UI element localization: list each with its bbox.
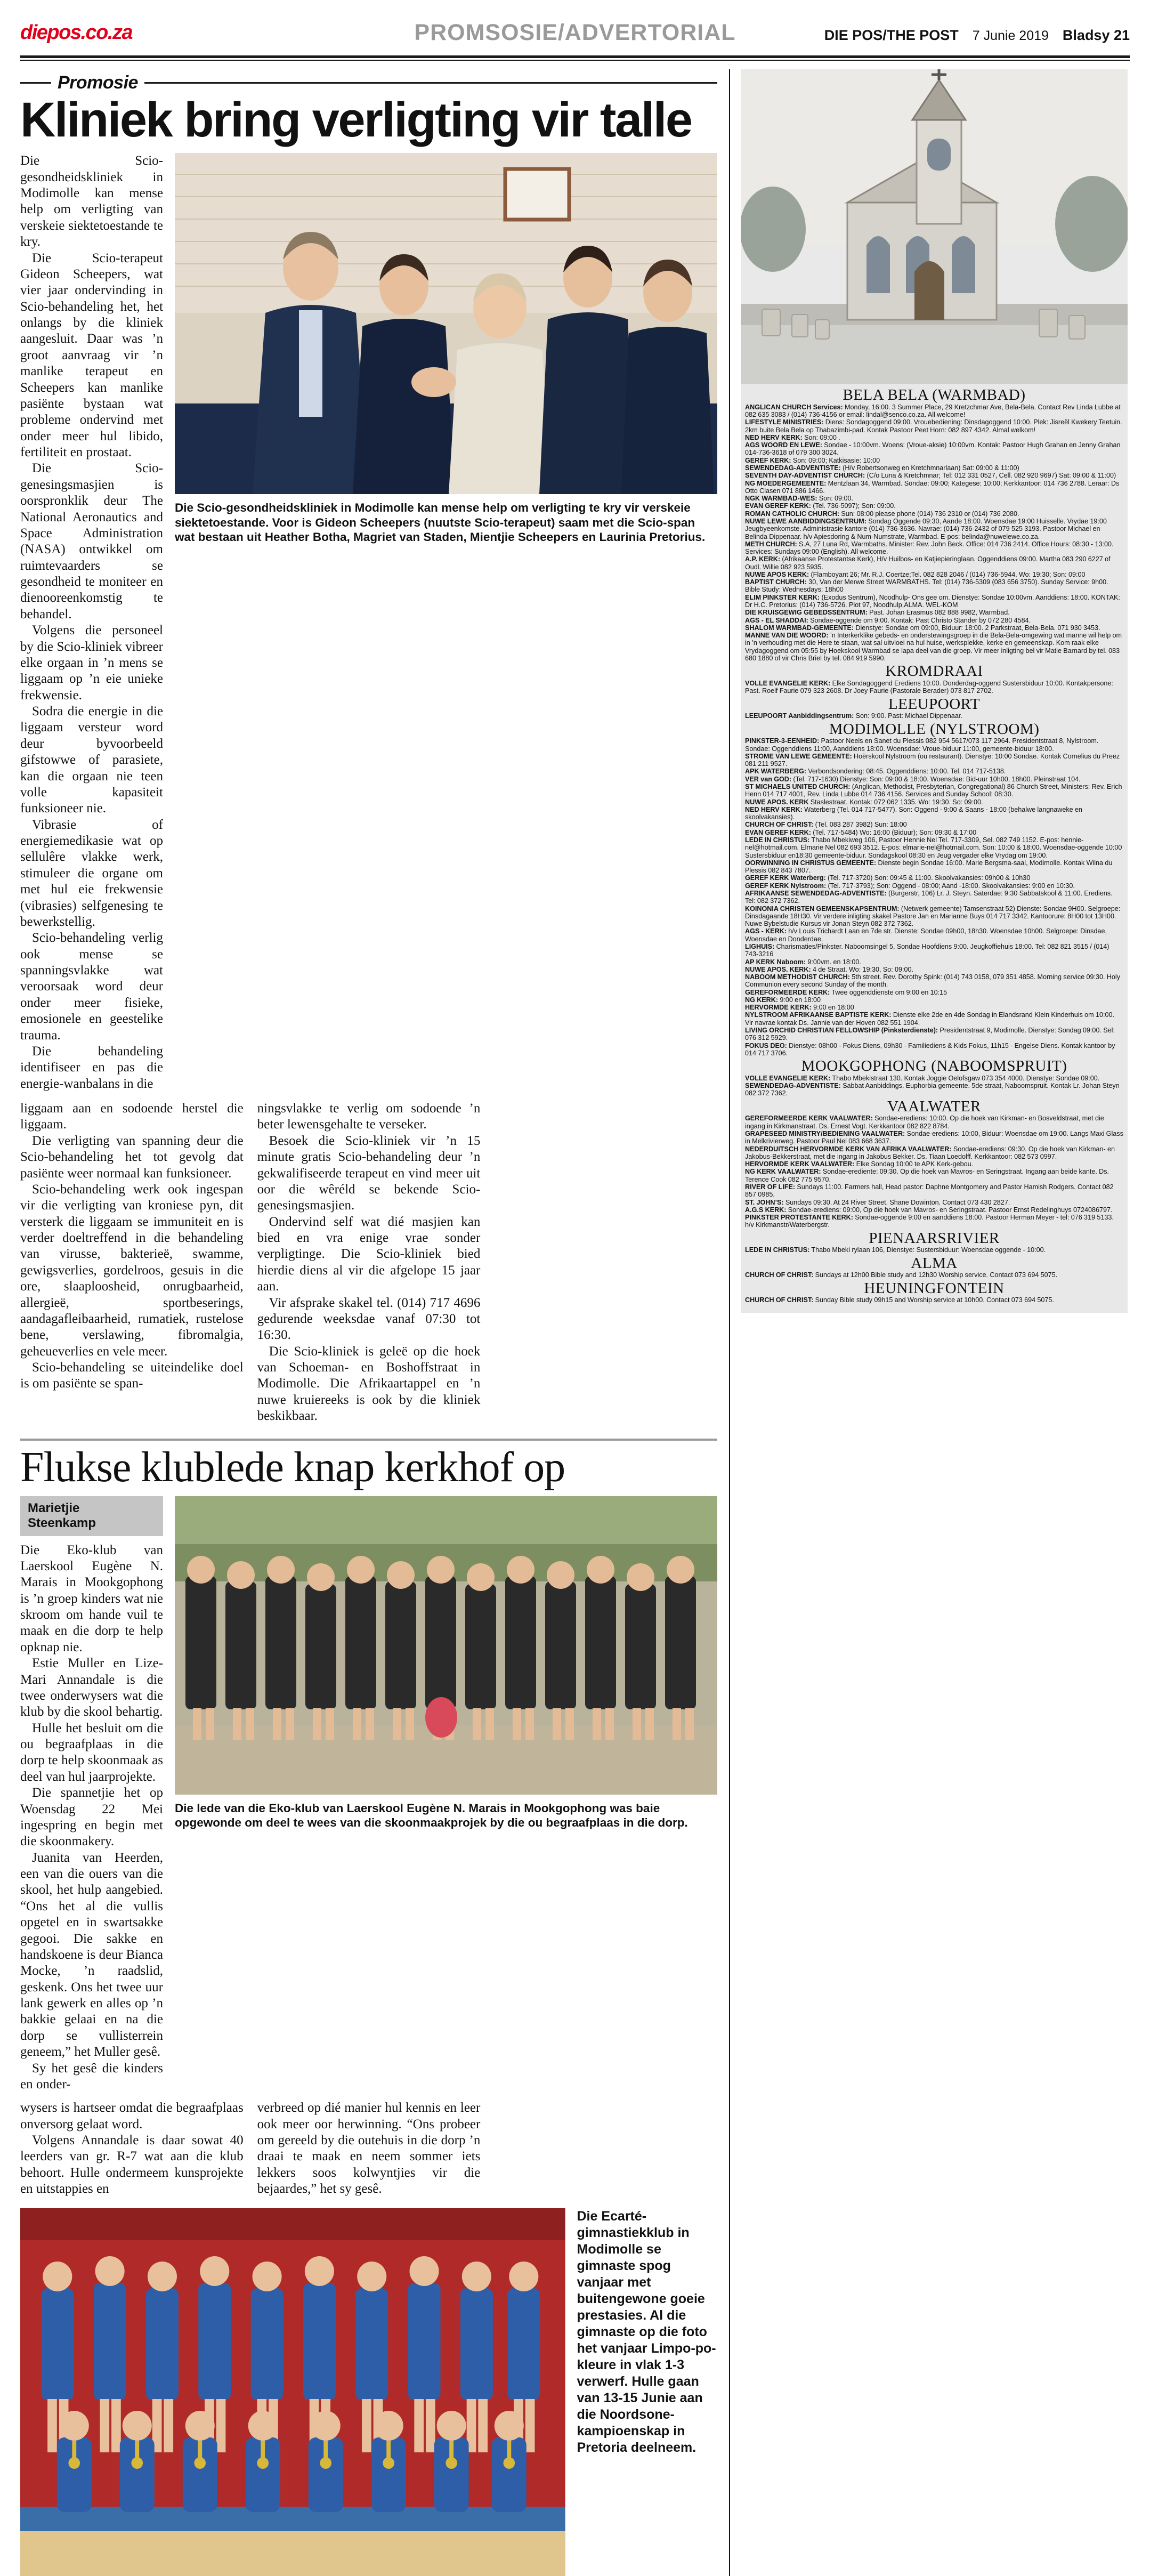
article2-separator xyxy=(20,1439,717,1441)
church-entry xyxy=(745,1004,1123,1011)
church-entry-name: DIE KRUISGEWIG GEBEDSSENTRUM: xyxy=(745,609,868,617)
church-entry xyxy=(745,1115,1123,1130)
church-entry xyxy=(745,457,1123,464)
church-entry-details: Son: 09:00 . xyxy=(802,433,840,441)
church-entry xyxy=(745,737,1123,753)
page-number: Bladsy 21 xyxy=(1062,27,1130,43)
church-entry-name: MANNE VAN DIE WOORD: xyxy=(745,632,829,640)
church-entry xyxy=(745,495,1123,502)
church-guide-column xyxy=(741,69,1128,2576)
church-entry-details: (Tel. 717-5484) Wo: 16:00 (Biduur); Son: 09:30 & 17:00 xyxy=(811,828,977,836)
church-town-heading: BELA BELA (WARMBAD) xyxy=(843,386,1026,403)
church-entry-details: Sondag Oggende 09:30, Aande 18:00. Woensdae 19:00 Huisselle. Vrydae 19:00 Jeugbyeenkomste. Administrasie kantore (014) 736-3636. Navrae: (014) 736-2432 of 079 525 3193. Pastoor Michael en Belinda Dippenaar. h/v Apiesdoring & Num-Numstrate, Warmbad. E-pos: belinda@nuwelewe.co.za. xyxy=(745,517,1107,540)
church-entry xyxy=(745,905,1123,928)
section-title: PROMSOSIE/ADVERTORIAL xyxy=(414,20,736,45)
church-entry-name: ROMAN CATHOLIC CHURCH: xyxy=(745,510,840,518)
church-entry xyxy=(745,1130,1123,1145)
church-entry xyxy=(745,958,1123,966)
church-entry-details: (Tel. 736-5097); Son: 09:00. xyxy=(811,502,896,510)
article1-para: Vibrasie of energiemedikasie wat op sellulêre vlakke werk, stimuleer die organe om met hul eie frekwensie (vibrasies) selfgenesing te bewerkstellig. xyxy=(20,817,163,929)
article1-para: Ondervind self wat dié masjien kan bied en vra enige vrae sonder verpligtinge. Die Scio-kliniek bied hierdie diens al vir die afgelope 15 jaar aan. xyxy=(257,1214,481,1294)
church-entry-details: Sondae-erediente: 09:30. Op die hoek van Mavros- en Seringstraat. Ingang aan beide kante. Ds. Terence Cook 082 775 9570. xyxy=(745,1168,1109,1183)
church-entry xyxy=(745,518,1123,540)
church-entry xyxy=(745,943,1123,958)
church-entry-name: GEREFORMEERDE KERK VAALWATER: xyxy=(745,1115,873,1123)
church-entry xyxy=(745,578,1123,594)
article1-column-2 xyxy=(20,1101,244,1425)
article2-para: Die Eko-klub van Laerskool Eugène N. Marais in Mookgophong is ’n groep kinders wat nie skroom om hande vuil te maak en die dorp te help opknap nie. xyxy=(20,1543,163,1654)
article1-para: Die Scio-terapeut Gideon Scheepers, wat vier jaar ondervinding in Scio-behandeling het, het onlangs by die kliniek aangesluit. Daar was ’n groot aanvraag vir ’n manlike terapeut en Scheepers kan manlike pasiënte bystaan wat probleme ondervind met onder meer hul libido, fertiliteit en prostaat. xyxy=(20,251,163,460)
masthead-rule-thin xyxy=(20,60,1130,61)
article1-para: Die Scio-genesingsmasjien is oorspronklik deur The National Aeronautics and Space Administration (NASA) ontwikkel om ruimtevaarders se gesondheid te moniteer en dienooreenkomstig te behandel. xyxy=(20,461,163,621)
page-body xyxy=(20,69,1130,2576)
church-entry-name: GEREFORMEERDE KERK: xyxy=(745,988,830,996)
church-entry-name: AGS - KERK: xyxy=(745,927,787,935)
church-town-heading: ALMA xyxy=(911,1254,958,1272)
church-entry-name: SHALOM WARMBAD-GEMEENTE: xyxy=(745,624,854,632)
clinic-team-photo xyxy=(175,153,717,494)
church-entry xyxy=(745,1271,1123,1279)
church-entry-details: Thabo Mbekiweg 106, Pastoor Hennie Nel Tel. 717-3309, Sel. 082 749 1152. E-pos: hennie-nel@hotmail.com. Elmarie Nel 082 693 3512. E-pos: elmarie-nel@hotmail.com. Son: 10:00 & 18:00. Woensdae-oggende 10:00 Sustersbiduur en18:30 gemeente-biduur. Sondagskool 08:30 en Jeug vergader elke Vrydag om 19:00. xyxy=(745,836,1122,859)
church-entry-details: Dienstye: 08h00 - Fokus Diens, 09h30 - Familiediens & Kids Fokus, 11h15 - Engelse Diens. Kontak kantoor by 014 717 3706. xyxy=(745,1041,1115,1057)
masthead-rule xyxy=(20,55,1130,58)
article1-para: Vir afsprake skakel tel. (014) 717 4696 gedurende weeksdae vanaf 07:30 tot 16:30. xyxy=(257,1295,481,1343)
church-entry xyxy=(745,609,1123,616)
church-entry-details: (Tel. 717-1630) Dienstye: Son: 09:00 & 18:00. Woensdae: Bid-uur 10h00, 18h00. Pleinstraat 104. xyxy=(791,775,1081,783)
church-entry-details: Monday, 16:00. 3 Summer Place, 29 Kretzchmar Ave, Bela-Bela. Contact Rev Linda Lubbe at 082 635 3083 / (014) 736-4156 or email: lindal@senco.co.za. All welcome! xyxy=(745,403,1121,419)
church-entry xyxy=(745,783,1123,798)
church-entry-details: Dienste begin Sondae 16:00. Marie Bergsma-saal, Modimolle. Kontak Wilna du Plessis 082 843 7807. xyxy=(745,859,1113,875)
church-entry xyxy=(745,829,1123,836)
church-entry-name: VOLLE EVANGELIE KERK: xyxy=(745,1074,831,1082)
church-entry xyxy=(745,571,1123,578)
church-entry-name: EVAN GEREF KERK: xyxy=(745,502,811,510)
church-entry-details: Past. Johan Erasmus 082 888 9982, Warmbad. xyxy=(867,609,1010,617)
church-entry-name: GEREF KERK Waterberg: xyxy=(745,874,826,882)
church-entry-name: AGS - EL SHADDAI: xyxy=(745,616,808,624)
church-entry-details: Sondae-oggende 9:00 en aanddiens 18:00. Pastoor Herman Meyer - tel: 076 319 5133. h/v Kirkmanstr/Waterbergstr. xyxy=(745,1214,1114,1229)
church-entry-details: (C/o Luna & Kretchmnar; Tel: 012 331 0527, Cell. 082 920 9697) Sat: 09:00 & 11:00) xyxy=(865,472,1116,480)
article2-continued-columns xyxy=(20,2100,717,2197)
church-entry xyxy=(745,1168,1123,1183)
church-entry xyxy=(745,510,1123,518)
masthead-right xyxy=(824,27,1130,51)
church-entry-details: (Netwerk gemeente) Tamsenstraat 52) Dienste: Sondae 9H00. Selgroepe: Dinsdagaande 18H30. Vir verdere inligting skakel Pastore Jan en Marianne Buys 014 717 3342. Kantoorure: 8H00 tot 13H00. Nuwe Bybelstudie Kursus vir Jonan Steyn 082 372 7362. xyxy=(745,905,1121,928)
church-entry xyxy=(745,540,1123,556)
church-entry xyxy=(745,472,1123,479)
church-entry-details: 9:00vm. en 18:00. xyxy=(806,958,861,966)
church-entry-details: Sondae-erediens: 10:00, Biduur: Woensdae om 19:00. Langs Maxi Glass in Melkrivierweg. Pastoor Paul Nel 083 668 3637. xyxy=(745,1130,1123,1145)
church-entry xyxy=(745,594,1123,609)
church-entry-name: AGS WOORD EN LEWE: xyxy=(745,441,822,449)
church-entry xyxy=(745,882,1123,890)
publication-website-logo[interactable]: diepos.co.za xyxy=(20,21,133,44)
church-entry-details: Waterberg (Tel. 014 717-5477). Son: Oggend - 9:00 & Saans - 18:00 (behalwe langnaweke en skoolvakansies). xyxy=(745,805,1082,821)
church-entry-details: Presidentstraat 9, Modimolle. Dienstye: Sondag 09:00. Sel: 076 312 5929. xyxy=(745,1027,1115,1042)
church-entry-details: (Tel. 717-3793); Son: Oggend - 08:00; Aand -18:00. Skoolvakansies: 9:00 en 10:30. xyxy=(826,882,1075,890)
church-entry-name: ST MICHAELS UNITED CHURCH: xyxy=(745,783,851,791)
church-entry-name: NYLSTROOM AFRIKAANSE BAPTISTE KERK: xyxy=(745,1011,892,1019)
article2-para: Hulle het besluit om die ou begraafplaas in die dorp te help skoonmaak as deel van hul jaarprojekte. xyxy=(20,1721,163,1784)
church-services-panel xyxy=(741,384,1128,1313)
church-building-photo xyxy=(741,69,1128,384)
church-entry xyxy=(745,555,1123,571)
article2-para: wysers is hartseer omdat die begraafplaas onversorg gelaat word. xyxy=(20,2101,244,2131)
church-entry xyxy=(745,1296,1123,1304)
church-entry xyxy=(745,1145,1123,1161)
church-town-heading: PIENAARSRIVIER xyxy=(869,1229,1000,1247)
article-gymnastics xyxy=(20,2208,717,2576)
article1-para: Sodra die energie in die liggaam versteur word deur byvoorbeeld gifstowwe of parasiete, kan die orgaan nie teen volle kapasiteit funksioneer nie. xyxy=(20,704,163,816)
article2-para: Sy het gesê die kinders en onder- xyxy=(20,2061,163,2092)
church-entry xyxy=(745,836,1123,859)
church-entry-name: SEVENTH DAY-ADVENTIST CHURCH: xyxy=(745,472,865,480)
church-entry xyxy=(745,890,1123,905)
church-entry-name: A.G.S KERK: xyxy=(745,1206,787,1214)
church-entry-name: SEWENDEDAG-ADVENTISTE: xyxy=(745,1082,841,1090)
church-entry-name: ELIM PINKSTER KERK: xyxy=(745,593,820,601)
church-entry xyxy=(745,989,1123,996)
article1-headline: Kliniek bring verligting vir talle xyxy=(20,93,692,147)
article2-column-spacer xyxy=(494,2100,717,2197)
church-entry-details: Thabo Mbeki rylaan 106, Dienstye: Sustersbiduur: Woensdae oggende - 10:00. xyxy=(809,1246,1046,1254)
article1-para: Besoek die Scio-kliniek vir ’n 15 minute gratis Scio-behandeling deur ’n gekwalifiseerde terapeut en vind meer uit oor die wêréld se bekende Scio-genesingsmasjien. xyxy=(257,1133,481,1213)
article2-para: verbreed op dié manier hul kennis en leer ook meer oor herwinning. “Ons probeer om gereeld by die outehuis in die dorp ’n draai te maak en neem sommer iets lekkers soos kolwyntjies vir die bejaardes,” het sy gesê. xyxy=(257,2101,481,2197)
church-entry-name: A.P. KERK: xyxy=(745,555,781,563)
church-entry-name: HERVORMDE KERK VAALWATER: xyxy=(745,1160,855,1168)
article2-column-3 xyxy=(257,2100,481,2197)
church-entry-name: NG KERK: xyxy=(745,996,779,1004)
church-entry xyxy=(745,859,1123,875)
church-entry-name: NUWE APOS. KERK xyxy=(745,798,809,806)
eko-klub-group-photo xyxy=(175,1496,717,1795)
church-entry-details: Pastoor Neels en Sanet du Plessis 082 954 5617/073 117 2964. Presidentstraat 8, Nylstroom. Sondae: Oggenddiens 11:00, Aanddiens 18:00. Woensdae: Vroue-biduur 11:00, gemeente-biduur 18:00. xyxy=(745,737,1099,753)
church-entry-details: Sondae-erediens: 10:00. Op die hoek van Kirkman- en Bosveldstraat, met die ingang in Kirkmanstraat. Ds. Ernest Vogt. Kerkkantoor 082 822 8784. xyxy=(745,1115,1104,1130)
church-entry-name: OORWINNING IN CHRISTUS GEMEENTE: xyxy=(745,859,877,867)
church-entry-details: Staslestraat. Kontak: 072 062 1335. Wo: 19:30. So: 09:00. xyxy=(808,798,983,806)
church-entry xyxy=(745,1082,1123,1097)
church-entry-details: Sun: 08:00 please phone (014) 736 2310 or (014) 736 2080. xyxy=(839,510,1019,518)
kicker-dash-left xyxy=(20,82,51,84)
church-entry-name: NGK WARMBAD-WES: xyxy=(745,495,817,503)
article3-photo-caption: Die Ecarté-gimnastiekklub in Modimolle se gimnaste spog vanjaar met buitengewone goeie prestasies. Al die gimnaste op die foto het vanjaar Limpo-po-kleure in vlak 1-3 verwerf. Hulle gaan van 13-15 Junie aan die Noordsone-kampioenskap in Pretoria deelneem. xyxy=(577,2208,716,2455)
paper-name: DIE POS/THE POST xyxy=(824,27,959,43)
article1-para: Die Scio-kliniek is geleë op die hoek van Schoeman- en Boshoffstraat in Modimolle. Die Afrikaartappel en ’n nuwe kruiereeks is ook by die kliniek beskikbaar. xyxy=(257,1344,481,1424)
church-entry-details: (Afrikaanse Protestantse Kerk), H/v Huilbos- en Katjiepieringlaan. Oggenddiens 09:00. Martha 083 290 6227 of Oudl. Willie 082 923 5935. xyxy=(745,555,1111,571)
church-entry-name: RIVER OF LIFE: xyxy=(745,1183,796,1191)
church-town-heading: LEEUPOORT xyxy=(888,695,980,713)
church-entry xyxy=(745,768,1123,775)
church-entry-details: Son: 09:00. xyxy=(817,495,854,503)
church-town-heading: MOOKGOPHONG (NABOOMSPRUIT) xyxy=(801,1057,1067,1075)
church-entry xyxy=(745,632,1123,662)
article1-photo-caption: Die Scio-gesondheidskliniek in Modimolle kan mense help om verligting te kry vir verskeie siektetoestande. Voor is Gideon Scheepers (nuutste Scio-terapeut) saam met die Scio-span wat bestaan uit Heather Botha, Magriet van Staden, Mientjie Scheepers en Laurinia Pretorius. xyxy=(175,501,706,544)
church-entry-name: NUWE APOS. KERK: xyxy=(745,965,811,973)
article3-caption-column xyxy=(565,2208,718,2576)
church-entry-details: Sondae - 10:00vm. Woens: (Vroue-aksie) 10:00vm. Kontak: Pastoor Hugh Grahan en Jenny Grahan 014-736-3618 of 079 300 3024. xyxy=(745,441,1121,457)
kicker-rule xyxy=(144,82,717,84)
article1-para: Volgens die personeel by die Scio-kliniek vibreer elke orgaan in ’n mens se liggaam op ’n eie unieke frekwensie. xyxy=(20,623,163,702)
article1-para: Scio-behandeling verlig ook mense se spanningsvlakke wat veroorsaak word deur onder meer fisieke, emosionele en geestelike trauma. xyxy=(20,931,163,1043)
church-entry xyxy=(745,441,1123,457)
church-entry xyxy=(745,680,1123,695)
church-entry-name: LEDE IN CHRISTUS: xyxy=(745,836,810,844)
church-entry-name: APK WATERBERG: xyxy=(745,768,807,776)
church-entry xyxy=(745,1206,1123,1214)
gymnastics-photo-art xyxy=(20,2208,565,2576)
church-entry-details: S.A, 27 Luna Rd, Warmbaths. Minister: Rev. John Beck. Office: 014 736 2414. Office Hours: 08:30 - 13:00. Services: Sundays 09:00 (English). All welcome. xyxy=(745,540,1114,556)
article1-para: Die Scio-gesondheidskliniek in Modimolle kan mense help om verligting van verskeie siektetoestande te kry. xyxy=(20,154,163,249)
church-entry-name: NUWE APOS KERK: xyxy=(745,570,809,578)
church-entry-name: GRAPESEED MINISTRY/BEDIENING VAALWATER: xyxy=(745,1130,905,1138)
article2-para: Die spannetjie het op Woensdag 22 Mei ingespring en begin met die skoonmakery. xyxy=(20,1786,163,1849)
article1-photo-column xyxy=(175,153,717,1092)
church-entry-details: Sundays 09:30. At 24 River Street. Shane Dowinton. Contact 073 430 2827. xyxy=(783,1198,1010,1206)
church-photo-art xyxy=(741,69,1128,384)
church-entry xyxy=(745,418,1123,434)
church-entry xyxy=(745,927,1123,943)
church-entry-name: STROME VAN LEWE GEMEENTE: xyxy=(745,752,852,760)
church-entry-name: FOKUS DEO: xyxy=(745,1041,787,1049)
masthead xyxy=(20,0,1130,51)
article2-photo-column xyxy=(175,1496,717,2093)
church-entry-details: Sunday Bible study 09h15 and Worship service at 10h00. Contact 073 694 5075. xyxy=(813,1296,1054,1304)
church-entry xyxy=(745,1042,1123,1057)
church-entry-details: (Tel. 717-3720) Son: 09:45 & 11:00. Skoolvakansies: 09h00 & 10h30 xyxy=(825,874,1031,882)
church-entry-name: CHURCH OF CHRIST: xyxy=(745,1271,814,1279)
church-entry-details: Sabbat Aanbiddings. Euphorbia gemeente. 5de straat, Naboomspruit. Kontak Lr. Johan Steyn 082 372 7362. xyxy=(745,1082,1120,1097)
church-entry-details: ’n Interkerklike gebeds- en onderstewingsgroep in die Bela-Bela-omgewing wat manne wil help om in ’n verhouding met die Here te staan, wat sal uitvloei na hul huise, werksplekke, kerke en gemeenskap. Kom raak elke Vrydagoggend om 05:55 by Hoekskool Warmbad se lapa deel van die groep. Vir meer inligting bel vir Matie Barnard by tel. 083 680 1880 of vir Chris Briel by tel. 084 919 5990. xyxy=(745,632,1122,663)
church-entry-details: Hoërskool Nylstroom (ou restaurant). Dienstye: 10:00 Sondae. Kontak Cornelius du Preez 081 211 9527. xyxy=(745,752,1120,768)
church-entry-details: 5th street. Rev. Dorothy Spink: (014) 743 0158, 079 351 4858. Morning service 09:30. Holy Communion every second Sunday of the month. xyxy=(745,973,1120,989)
church-entry-name: BAPTIST CHURCH: xyxy=(745,578,807,586)
church-entry-name: LIVING ORCHID CHRISTIAN FELLOWSHIP (Pinksterdienste): xyxy=(745,1027,938,1035)
church-entry xyxy=(745,1027,1123,1042)
church-entry-name: ANGLICAN CHURCH Services: xyxy=(745,403,843,411)
church-entry-details: Thabo Mbekistraat 130. Kontak Joggie Oelofsgaw 073 354 4000. Dienstye: Sondae 09:00. xyxy=(830,1074,1100,1082)
article2-para: Volgens Annandale is daar sowat 40 leerders van gr. R-7 wat aan die klub behoort. Hulle ondermeem kunsprojekte en uitstappies en xyxy=(20,2133,244,2197)
church-town-heading: VAALWATER xyxy=(887,1097,981,1115)
article1-column-spacer xyxy=(494,1101,717,1425)
article1-para: liggaam aan en sodoende herstel die liggaam. xyxy=(20,1101,244,1132)
church-entry xyxy=(745,1075,1123,1082)
church-entry xyxy=(745,798,1123,806)
church-entry-name: KOINONIA CHRISTEN GEMEENSKAPSENTRUM: xyxy=(745,905,900,912)
church-entry xyxy=(745,973,1123,989)
church-entry xyxy=(745,996,1123,1004)
main-content-column xyxy=(20,69,729,2576)
church-entry-name: CHURCH OF CHRIST: xyxy=(745,1296,814,1304)
church-town-heading: HEUNINGFONTEIN xyxy=(864,1279,1005,1297)
article1-para: ningsvlakke te verlig om sodoende ’n beter lewensgehalte te verseker. xyxy=(257,1101,481,1132)
article1-continued-columns xyxy=(20,1101,717,1425)
church-entry-name: AP KERK Naboom: xyxy=(745,958,806,966)
church-entry-details: Sondae-oggende om 9:00. Kontak: Past Christo Stander by 072 280 4584. xyxy=(808,616,1031,624)
church-entry-name: AFRIKAANSE SEWENDEDAG-ADVENTISTE: xyxy=(745,889,887,897)
gymnastics-team-photo xyxy=(20,2208,565,2576)
church-entry xyxy=(745,874,1123,882)
church-entry-details: Son: 9:00. Past: Michael Dippenaar. xyxy=(854,712,962,720)
church-entry-name: NUWE LEWE AANBIDDINGSENTRUM: xyxy=(745,517,866,525)
church-entry-name: NABOOM METHODIST CHURCH: xyxy=(745,973,850,981)
church-entry-name: NED HERV KERK: xyxy=(745,433,803,441)
church-entry-name: NG MOEDERGEMEENTE: xyxy=(745,479,827,487)
church-entry-name: NG KERK VAALWATER: xyxy=(745,1168,821,1176)
church-entry-name: HERVORMDE KERK: xyxy=(745,1004,812,1012)
church-entry xyxy=(745,1183,1123,1199)
church-entry xyxy=(745,464,1123,472)
article2-byline: Marietjie Steenkamp xyxy=(20,1496,163,1536)
church-entry-name: GEREF KERK Nylstroom: xyxy=(745,882,827,890)
church-entry-details: Verbondsondering: 08:45. Oggenddiens: 10:00. Tel. 014 717-5138. xyxy=(806,768,1006,776)
church-entry xyxy=(745,1011,1123,1027)
church-entry-details: (Tel. 083 287 3982) Sun: 18:00 xyxy=(813,821,907,829)
church-entry-details: h/v Louis Trichardt Laan en 7de str. Dienste: Sondae 09h00, 18h30. Woensdae 10h00. Selgroepe: Dinsdae, Woensdae en Donderdae. xyxy=(745,927,1107,943)
church-entry-details: Charismaties/Pinkster. Naboomsingel 5, Sondae Hoofdiens 9:00. Jeugkoffiehuis 18:00. Tel: 082 821 3515 / (014) 743-3216 xyxy=(745,942,1109,958)
article1-column-3 xyxy=(257,1101,481,1425)
church-entry-name: GEREF KERK: xyxy=(745,456,791,464)
church-entry-details: Dienstye: Sondae om 09:00, Biduur: 18:00. 2 Parkstraat, Bela-Bela. 071 930 3453. xyxy=(854,624,1100,632)
church-entry xyxy=(745,821,1123,828)
promosie-kicker xyxy=(20,72,717,93)
church-entry xyxy=(745,712,1123,720)
church-entry-details: 30, Van der Merwe Street WARMBATHS. Tel: (014) 736-5309 (083 656 3750). Sunday Service: 9h00. Bible Study: Wednesdays: 18h00 xyxy=(745,578,1108,594)
church-entry-details: (Exodus Sentrum), Noodhulp- Ons gee om. Dienstye: Sondae 10:00vm. Aanddiens: 18:00. KONTAK: Dr H.C. Pretorius: (014) 736-5726. Plot 97, Noodhulp,ALMA. WEL-KOM xyxy=(745,593,1120,609)
church-entry xyxy=(745,1160,1123,1168)
church-entry xyxy=(745,502,1123,510)
church-towns-list xyxy=(745,387,1123,1304)
church-entry-details: Elke Sondagoggend Erediens 10:00. Donderdag-oggend Sustersbiduur 10:00. Kontakpersone: Past. Roelf Faurie 079 323 2608. Dr Joey Faurie (Pastorale Berader) 073 817 2702. xyxy=(745,680,1113,695)
church-entry-details: Son: 09:00; Katkisasie: 10:00 xyxy=(791,456,880,464)
church-entry-name: NEDERDUITSCH HERVORMDE KERK VAN AFRIKA VAALWATER: xyxy=(745,1145,952,1153)
church-entry-name: LEEUPOORT Aanbiddingsentrum: xyxy=(745,712,854,720)
article2-para: Estie Muller en Lize-Mari Annandale is die twee onderwysers wat die klub by die skool behartig. xyxy=(20,1656,163,1719)
church-entry-name: CHURCH OF CHRIST: xyxy=(745,821,814,829)
church-entry xyxy=(745,624,1123,632)
church-entry-name: ST. JOHN’S: xyxy=(745,1198,784,1206)
church-entry-name: LIGHUIS: xyxy=(745,942,775,950)
church-entry-details: Diens: Sondagoggend 09:00. Vrouebediening: Dinsdagoggend 10:00. Plek: Jisreël Kwekery Teetuin. 2km buite Bela Bela op Thabazimbi-pad. Kontak Pastoor Peet Horn: 082 897 4342. Almal welkom! xyxy=(745,418,1122,434)
church-entry xyxy=(745,1246,1123,1254)
article1-para: Die behandeling identifiseer en pas die energie-wanbalans in die xyxy=(20,1044,163,1091)
article1-para: Die verligting van spanning deur die Scio-behandeling het tot gevolg dat pasiënte weer normaal kan funksioneer. xyxy=(20,1133,244,1181)
gymnastics-photo-column xyxy=(20,2208,565,2576)
church-entry-name: VER van GOD: xyxy=(745,775,792,783)
church-entry xyxy=(745,806,1123,821)
church-entry-name: SEWENDEDAG-ADVENTISTE: xyxy=(745,464,841,472)
article-eko-klub xyxy=(20,1439,717,2198)
article2-photo-caption: Die lede van die Eko-klub van Laerskool Eugène N. Marais in Mookgophong was baie opgewonde om deel te wees van die skoonmaakprojek by die ou begraafplaas in die dorp. xyxy=(175,1801,688,1829)
church-entry-details: Twee oggenddienste om 9:00 en 10:15 xyxy=(830,988,947,996)
church-entry-name: VOLLE EVANGELIE KERK: xyxy=(745,680,831,688)
church-entry-name: METH CHURCH: xyxy=(745,540,797,548)
eko-klub-photo-art xyxy=(175,1496,717,1795)
church-entry-name: PINKSTER PROTESTANTE KERK: xyxy=(745,1214,853,1222)
church-entry-details: Sondae-erediens: 09:30. Op die hoek van Kirkman- en Jakobus-Bekkerstraat, met die ingang in Jakobus Bekker. Ds. Tiaan Loedolff. Kerkkantoor: 082 573 0997. xyxy=(745,1145,1115,1160)
church-entry xyxy=(745,434,1123,441)
article2-lead-column xyxy=(20,1496,175,2093)
issue-date: 7 Junie 2019 xyxy=(972,28,1049,43)
church-entry-details: Mentzlaan 34, Warmbad. Sondae: 09:00; Kategese: 10:00; Kerkkantoor: 014 736 2788. Leraar: Ds Otto Clasen 071 886 1466. xyxy=(745,479,1120,495)
church-entry-details: (H/v Robertsonweg en Kretchmnarlaan) Sat: 09:00 & 11:00) xyxy=(840,464,1019,472)
article1-para: Scio-behandeling se uiteindelike doel is om pasiënte se span- xyxy=(20,1360,244,1391)
kicker-label: Promosie xyxy=(58,72,138,93)
church-entry-details: (Burgerstr, 106) Lr. J. Steyn. Saterdae: 9:30 Sabbatskool & 11:00. Erediens. Tel: 082 372 7362. xyxy=(745,889,1113,905)
article-scio-clinic xyxy=(20,72,717,1425)
church-entry-name: LIFESTYLE MINISTRIES: xyxy=(745,418,824,426)
church-entry-details: 9:00 en 18:00 xyxy=(811,1004,854,1012)
church-entry xyxy=(745,480,1123,495)
article2-para: Juanita van Heerden, een van die ouers van die skool, het hulp aangebied. “Ons het al die vullis opgetel en in swartsakke gegooi. Die sakke en handskoene is deur Bianca Mocke, ’n raadslid, geskenk. Ons het twee uur lank gewerk en alles op ’n bakkie gelaai en na die dorp se vullisterrein geneem,” het Muller gesê. xyxy=(20,1850,163,2060)
church-town-heading: MODIMOLLE (NYLSTROOM) xyxy=(829,720,1040,738)
article2-headline: Flukse klublede knap kerkhof op xyxy=(20,1443,565,1491)
church-entry-name: PINKSTER-3-EENHEID: xyxy=(745,737,820,745)
church-entry-details: 4 de Straat. Wo: 19:30, So: 09:00. xyxy=(811,965,913,973)
article1-para: Scio-behandeling werk ook ingespan vir die verligting van kroniese pyn, dit versterk die liggaam se immuniteit en is verder doeltreffend in die behandeling van virusse, bakterieë, swamme, gewigsverlies, gordelroos, gesuis in die ore, slaaploosheid, onrugbaarheid, allergieë, sportbeserings, aandagafleibaarheid, rumatiek, rustelose bene, verslawing, fibromalgia, geheueverlies en vele meer. xyxy=(20,1182,244,1359)
church-entry xyxy=(745,403,1123,419)
church-entry-details: Dienste elke 2de en 4de Sondag in Elandsrand Klein Kinderhuis om 10:00. Vir navrae kontak Ds. Jannie van der Hoven 082 551 1904. xyxy=(745,1011,1114,1027)
church-entry-details: Sundays 11:00. Farmers hall, Head pastor: Daphne Montgomery and Pastor Hamish Rodgers. Contact 082 857 0985. xyxy=(745,1183,1114,1199)
clinic-team-photo-art xyxy=(175,153,717,494)
article1-lead-column xyxy=(20,153,175,1092)
church-entry-name: EVAN GEREF KERK: xyxy=(745,828,811,836)
church-entry-name: NED HERV KERK: xyxy=(745,805,803,813)
church-entry xyxy=(745,776,1123,783)
church-entry xyxy=(745,1199,1123,1206)
church-entry-name: LEDE IN CHRISTUS: xyxy=(745,1246,810,1254)
church-entry-details: Sondae-erediens: 09:00, Op die hoek van Mavros- en Seringstraat. Pastoor Ernst Redelinghuys 0724086797. xyxy=(786,1206,1113,1214)
church-entry-details: (Anglican, Methodist, Presbyterian, Congregational) 86 Church Street, Ministers: Rev. Erich Henn 014 717 4001, Rev. Linda Lubbe 014 736 4156. Services and Sunday School: 08:30. xyxy=(745,783,1122,798)
church-entry xyxy=(745,966,1123,973)
church-town-heading: KROMDRAAI xyxy=(885,663,983,680)
church-entry xyxy=(745,753,1123,768)
church-entry-details: Elke Sondag 10:00 te APK Kerk-gebou. xyxy=(854,1160,974,1168)
church-entry-details: 9:00 en 18:00 xyxy=(778,996,821,1004)
church-entry-details: (Flamboyant 26; Mr. R.J. Coertze;Tel. 082 828 2046 / (014) 736-5944. Wo: 19:30; Son: 09:00 xyxy=(809,570,1086,578)
column-divider xyxy=(729,69,730,2576)
article2-column-2 xyxy=(20,2100,244,2197)
church-entry-details: Sundays at 12h00 Bible study and 12h30 Worship service. Contact 073 694 5075. xyxy=(813,1271,1058,1279)
church-entry xyxy=(745,617,1123,624)
church-entry xyxy=(745,1214,1123,1229)
